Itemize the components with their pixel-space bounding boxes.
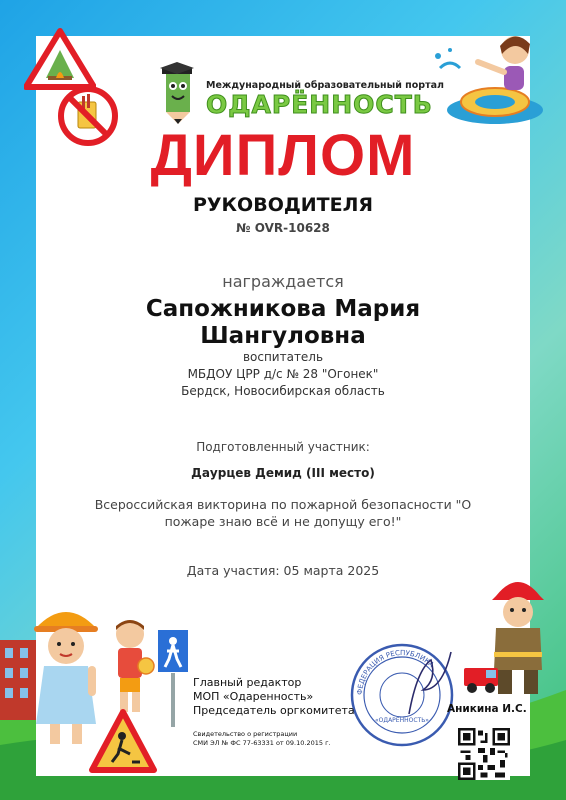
signature-titles [193,676,355,718]
recipient-organization: МБДОУ ЦРР д/с № 28 "Огонек" [187,367,379,381]
prepared-participant-label: Подготовленный участник: [196,440,370,454]
recipient-name-line1: Сапожникова Мария [145,296,421,322]
signature-line1: Главный редактор [193,676,302,689]
contest-name-line1: Всероссийская викторина по пожарной безопасности "О [94,497,472,512]
pencil-mascot-icon [158,62,202,126]
recipient-city: Бердск, Новосибирская область [181,384,385,398]
road-works-sign-icon [88,708,158,774]
diploma-subtitle: РУКОВОДИТЕЛЯ [192,194,374,216]
swimming-girl-icon [420,28,545,128]
campfire-warning-sign-icon [24,28,96,90]
qr-code-icon[interactable] [458,728,510,780]
pedestrian-sign-icon [155,627,191,727]
diploma-number: № OVR-10628 [236,221,330,235]
participant-name: Даурцев Демид (III место) [191,466,375,480]
signer-name: Аникина И.С. [447,703,527,715]
contest-name [0,496,566,530]
stamp-top-text: ФЕДЕРАЦИЯ РЕСПУБЛИКА [355,648,436,696]
cert-line2: СМИ ЭЛ № ФС 77-63331 от 09.10.2015 г. [193,738,331,747]
recipient-name [0,296,566,350]
participation-date: Дата участия: 05 марта 2025 [186,563,380,578]
signature-line3: Председатель оргкомитета [193,704,355,717]
signature-line2: МОП «Одаренность» [193,690,314,703]
registration-certificate [193,730,331,747]
recipient-name-line2: Шангуловна [200,323,366,349]
stamp-center-text: «ОДАРЕННОСТЬ» [375,717,429,724]
brand-logo-text: ОДАРЁННОСТЬ [206,90,433,119]
contest-name-line2: пожаре знаю всё и не допущу его!" [164,514,402,529]
cert-line1: Свидетельство о регистрации [193,730,298,738]
portal-label: Международный образовательный портал [206,80,444,91]
recipient-role: воспитатель [242,350,324,364]
diploma-title: ДИПЛОМ [150,123,416,188]
boy-with-ball-icon [106,616,156,716]
official-stamp-icon [347,640,457,750]
awarded-label: награждается [222,272,344,291]
fire-truck-icon [462,660,502,694]
